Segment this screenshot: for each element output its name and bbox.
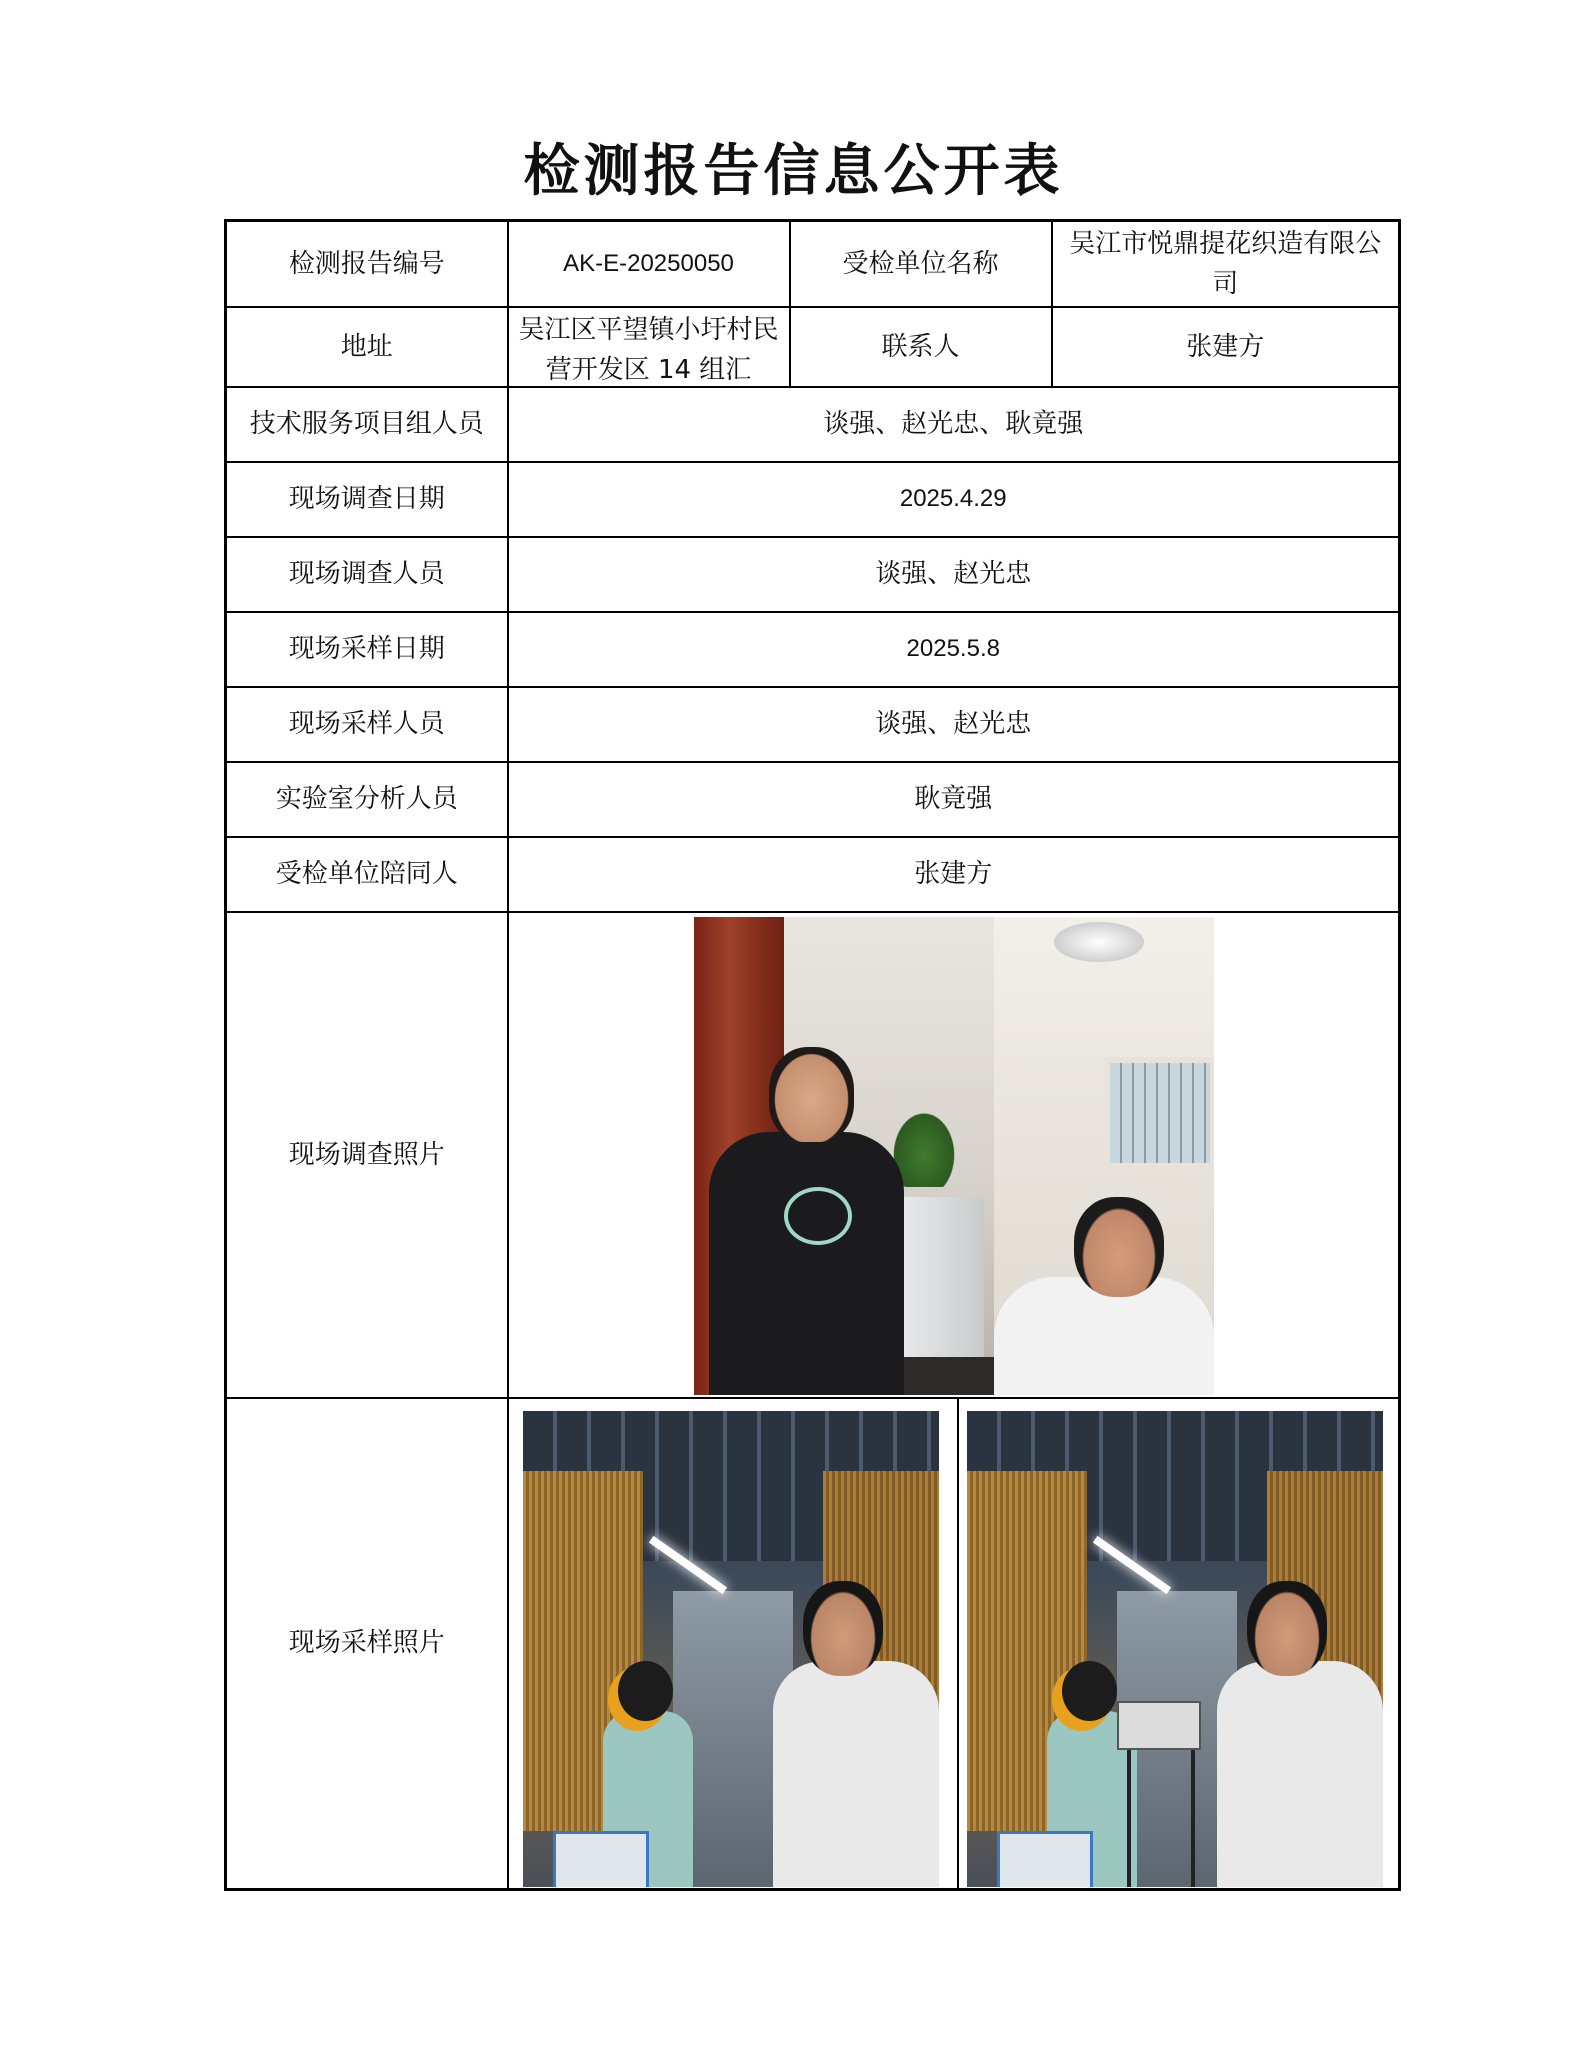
- sampling-date-value: 2025.5.8: [508, 612, 1400, 687]
- table-row: [226, 612, 1400, 687]
- survey-photo-cell: [508, 912, 1400, 1398]
- unit-name-label: 受检单位名称: [790, 221, 1052, 307]
- contact-value: 张建方: [1052, 307, 1400, 387]
- address-label: 地址: [226, 307, 508, 387]
- table-row: [226, 462, 1400, 537]
- address-cell: [508, 307, 790, 387]
- survey-staff-value: 谈强、赵光忠: [508, 537, 1400, 612]
- escort-value: 张建方: [508, 837, 1400, 912]
- sampling-staff-label: 现场采样人员: [226, 687, 508, 762]
- team-label: 技术服务项目组人员: [226, 387, 508, 462]
- lab-staff-value: 耿竟强: [508, 762, 1400, 837]
- table-row: [226, 837, 1400, 912]
- escort-label: 受检单位陪同人: [226, 837, 508, 912]
- survey-photo-label: 现场调查照片: [226, 912, 508, 1398]
- lab-staff-label: 实验室分析人员: [226, 762, 508, 837]
- sampling-staff-value: 谈强、赵光忠: [508, 687, 1400, 762]
- table-row: [226, 762, 1400, 837]
- sampling-photo-label: 现场采样照片: [226, 1398, 508, 1890]
- table-row: [226, 687, 1400, 762]
- table-row: [226, 1398, 1400, 1890]
- survey-date-label: 现场调查日期: [226, 462, 508, 537]
- sampling-photo-right: [967, 1411, 1383, 1887]
- table-row: [226, 307, 1400, 387]
- photo-divider: [957, 1399, 959, 1889]
- report-info-table: [224, 219, 1401, 1891]
- page-title: 检测报告信息公开表: [523, 139, 1064, 204]
- survey-staff-label: 现场调查人员: [226, 537, 508, 612]
- table-row: [226, 387, 1400, 462]
- report-no-value: AK-E-20250050: [508, 221, 790, 307]
- table-row: [226, 912, 1400, 1398]
- table-row: [226, 537, 1400, 612]
- unit-name-value: 吴江市悦鼎提花织造有限公司: [1052, 221, 1400, 307]
- report-no-label: 检测报告编号: [226, 221, 508, 307]
- survey-date-value: 2025.4.29: [508, 462, 1400, 537]
- sampling-photo-cell: [508, 1398, 1400, 1890]
- team-value: 谈强、赵光忠、耿竟强: [508, 387, 1400, 462]
- sampling-photo-left: [523, 1411, 939, 1887]
- address-value: 吴江区平望镇小圩村民营开发区 14 组汇: [518, 314, 779, 385]
- sampling-date-label: 现场采样日期: [226, 612, 508, 687]
- survey-photo: [694, 917, 1214, 1395]
- table-row: [226, 221, 1400, 307]
- contact-label: 联系人: [790, 307, 1052, 387]
